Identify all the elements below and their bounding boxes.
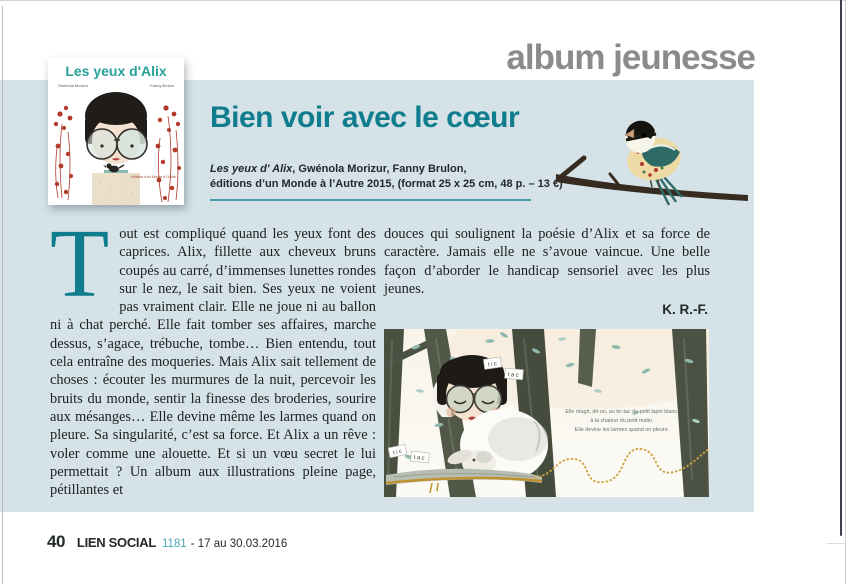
reference-edition: éditions d’un Monde à l’Autre 2015, (format 25 x 25 cm, 48 p. – 13 €) — [210, 178, 563, 190]
page-number: 40 — [47, 532, 65, 551]
caption-line-2: à la chaleur du petit matin. — [590, 418, 654, 425]
caption-line-3: Elle devine les larmes quand on pleure. — [574, 427, 670, 434]
section-label: album jeunesse — [506, 38, 755, 77]
cover-authors — [58, 83, 174, 88]
cover-author-right: Fanny Brulon — [150, 83, 174, 88]
column-left — [50, 210, 376, 499]
cover-author-left: Gwénola Morizur — [58, 83, 89, 88]
tac-label: tac — [507, 372, 521, 380]
bird-on-branch-illustration — [556, 112, 748, 208]
column-right — [384, 225, 710, 499]
article-title: Bien voir avec le cœur — [210, 101, 520, 134]
page-edge-right — [840, 0, 842, 536]
column-right-text: douces qui soulignent la poésie d’Alix et sa force de caractère. Jamais elle ne s’avoue vaincue. Une belle façon d’aborder le handicap sensoriel avec les plus jeunes. — [384, 226, 710, 297]
caption-line-1: Elle réagit, dit-on, au tic-tac du petit lapin blanc, — [565, 409, 679, 416]
issue-number: 1181 — [161, 538, 187, 550]
reference-authors: , Gwénola Morizur, Fanny Brulon, — [292, 163, 467, 175]
page-edge-top — [0, 0, 846, 1]
cover-title: Les yeux d'Alix — [65, 63, 167, 79]
page-edge-corner — [827, 543, 846, 544]
teal-divider-rule — [210, 199, 531, 201]
article-body — [50, 210, 710, 499]
book-reference — [210, 162, 563, 192]
book-cover-illustration-girl — [48, 58, 184, 205]
book-cover — [48, 58, 184, 205]
magazine-name: LIEN SOCIAL — [76, 535, 156, 550]
tic-label: tic — [392, 448, 404, 457]
column-left-text: out est compliqué quand les yeux font des caprices. Alix, fillette aux cheveux bruns coupés au carré, d’immenses lunettes rondes sur le nez, le sait bien. Ses yeux ne voient pas vraiment clair. Elle ne joue ni au ballon ni à chat perché. Elle fait tomber ses affaires, marche dessus, s’agace, trébuche, tombe… Bien entendu, tout cela entraîne des moqueries. Mais Alix sait tellement de choses : écouter les murmures de la nuit, percevoir les bruits du monde, sentir la finesse des broderies, sourire aux mésanges… Elle devine même les larmes quand on pleure. Sa singularité, c’est sa force. Et Alix a un rêve : voler comme une alouette. Et si un vœu secret le lui permettait ? Un album aux illustrations pleine page, pétillantes et — [50, 226, 376, 499]
page-footer — [47, 532, 287, 552]
tac-label: tac — [413, 455, 427, 463]
reference-book-title: Les yeux d' Alix — [210, 163, 293, 175]
issue-date: - 17 au 30.03.2016 — [190, 538, 288, 550]
page-edge-left — [2, 6, 3, 584]
cover-publisher: éditions d'un Monde à l'Autre — [131, 175, 176, 179]
book-spread-illustration — [384, 329, 709, 497]
author-initials: K. R.-F. — [662, 302, 708, 318]
dropcap-letter: T — [50, 210, 110, 317]
tic-label: tic — [487, 361, 499, 369]
